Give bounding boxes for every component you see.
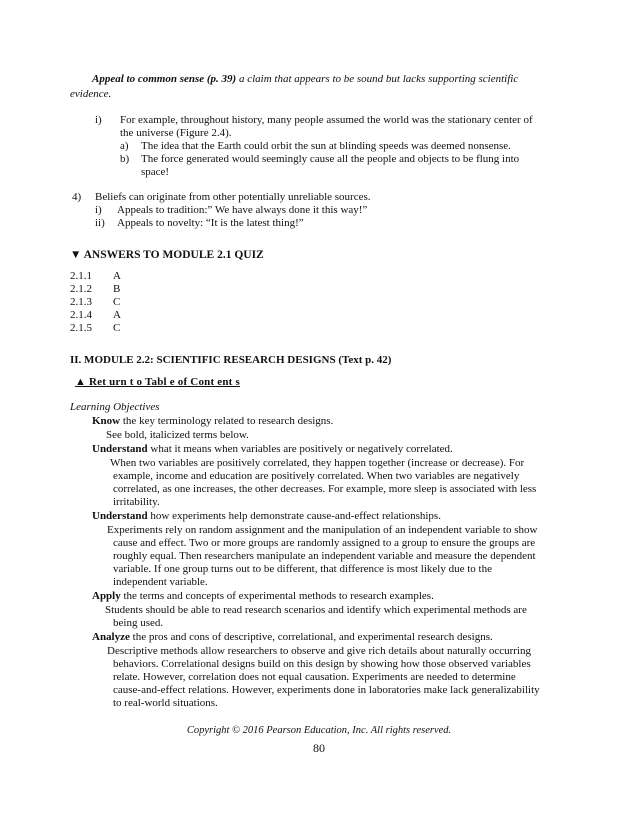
objective-detail-line: roughly equal. Then researchers manipulate an independent variable and measure the dependent xyxy=(113,550,536,562)
objective-know xyxy=(92,414,333,428)
page-number: 80 xyxy=(313,741,325,755)
quiz-question-number: 2.1.4 xyxy=(70,309,92,321)
beliefs-ii-text: Appeals to novelty: “It is the latest thing!” xyxy=(117,217,304,229)
objective-text: the key terminology related to research designs. xyxy=(122,415,334,427)
objective-detail-line: Experiments rely on random assignment and the manipulation of an independent variable to show xyxy=(107,524,538,536)
objective-detail-line: cause and effect. Two or more groups are randomly assigned to a group to ensure the groups are xyxy=(113,537,536,549)
appeal-item-b-line1: The force generated would seemingly cause all the people and objects to be flung into xyxy=(141,153,520,165)
appeal-definition-line2: evidence. xyxy=(70,88,112,100)
objective-detail-line: variable. If one group turns out to be different, that difference is most likely due to the xyxy=(113,563,492,575)
appeal-item-i-line2: the universe (Figure 2.4). xyxy=(120,127,232,139)
quiz-question-number: 2.1.1 xyxy=(70,270,92,282)
objective-apply xyxy=(92,589,434,603)
objective-detail-line: irritability. xyxy=(113,496,160,508)
objective-detail-line: correlated, as one increases, the other decreases. For example, more sleep is associated with less xyxy=(113,483,537,495)
beliefs-ii-marker: ii) xyxy=(95,217,105,229)
quiz-answer: A xyxy=(113,270,121,282)
objective-detail-line: independent variable. xyxy=(113,576,208,588)
objective-detail-line: relate. However, correlation does not equal causation. Experiments are needed to determine xyxy=(113,671,516,683)
return-to-toc-link[interactable]: ▲ Ret urn t o Tabl e of Cont ent s xyxy=(75,376,240,388)
objective-detail-line: Descriptive methods allow researchers to observe and give rich details about naturally occurring xyxy=(107,645,531,657)
quiz-question-number: 2.1.3 xyxy=(70,296,92,308)
objective-detail-line: When two variables are positively correlated, they happen together (increase or decrease). For xyxy=(110,457,525,469)
quiz-answer: B xyxy=(113,283,121,295)
quiz-answer: A xyxy=(113,309,121,321)
objective-understand-experiments xyxy=(92,509,441,523)
footer-copyright: Copyright © 2016 Pearson Education, Inc. All rights reserved. xyxy=(186,725,452,736)
objective-text: the pros and cons of descriptive, correlational, and experimental research designs. xyxy=(132,631,493,643)
objective-verb: Understand xyxy=(92,443,148,455)
objective-verb: Apply xyxy=(92,590,121,602)
module-heading: II. MODULE 2.2: SCIENTIFIC RESEARCH DESIGNS (Text p. 42) xyxy=(70,354,392,366)
objective-text: what it means when variables are positively or negatively correlated. xyxy=(150,443,453,455)
quiz-answer: C xyxy=(113,322,121,334)
objective-verb: Understand xyxy=(92,510,148,522)
appeal-term: Appeal to common sense (p. 39) xyxy=(92,73,237,85)
objective-detail-line: example, income and education are positively correlated. When two variables are negatively xyxy=(113,470,520,482)
objective-detail-line: Students should be able to read research scenarios and identify which experimental methods are xyxy=(105,604,527,616)
appeal-item-b-marker: b) xyxy=(120,153,130,165)
objective-text: how experiments help demonstrate cause-and-effect relationships. xyxy=(150,510,441,522)
appeal-definition-text: a claim that appears to be sound but lacks supporting scientific xyxy=(238,73,519,85)
beliefs-i-marker: i) xyxy=(95,204,102,216)
appeal-definition-line1 xyxy=(92,72,518,86)
quiz-heading: ▼ ANSWERS TO MODULE 2.1 QUIZ xyxy=(70,249,264,261)
quiz-answer: C xyxy=(113,296,121,308)
quiz-question-number: 2.1.2 xyxy=(70,283,92,295)
beliefs-marker: 4) xyxy=(72,191,82,203)
objective-detail-line: cause-and-effect relations. However, experiments done in laboratories make lack generalizability xyxy=(113,684,540,696)
quiz-question-number: 2.1.5 xyxy=(70,322,92,334)
appeal-item-a-text: The idea that the Earth could orbit the sun at blinding speeds was deemed nonsense. xyxy=(141,140,511,152)
appeal-item-i-line1: For example, throughout history, many people assumed the world was the stationary center of xyxy=(120,114,533,126)
objective-understand-correlation xyxy=(92,442,453,456)
appeal-item-a-marker: a) xyxy=(120,140,129,152)
objective-verb: Know xyxy=(92,415,121,427)
appeal-item-b-line2: space! xyxy=(141,166,170,178)
appeal-item-i-marker: i) xyxy=(95,114,102,126)
objective-detail-line: being used. xyxy=(113,617,164,629)
objective-detail-line: to real-world situations. xyxy=(113,697,218,709)
beliefs-text: Beliefs can originate from other potentially unreliable sources. xyxy=(95,191,371,203)
objective-know-detail: See bold, italicized terms below. xyxy=(106,429,249,441)
objective-detail-line: behaviors. Correlational designs build on this design by showing how those observed variables xyxy=(113,658,531,670)
objective-verb: Analyze xyxy=(92,631,130,643)
beliefs-i-text: Appeals to tradition:” We have always done it this way!” xyxy=(117,204,368,216)
objective-text: the terms and concepts of experimental methods to research examples. xyxy=(123,590,434,602)
learning-objectives-heading: Learning Objectives xyxy=(70,401,160,413)
objective-analyze xyxy=(92,630,493,644)
